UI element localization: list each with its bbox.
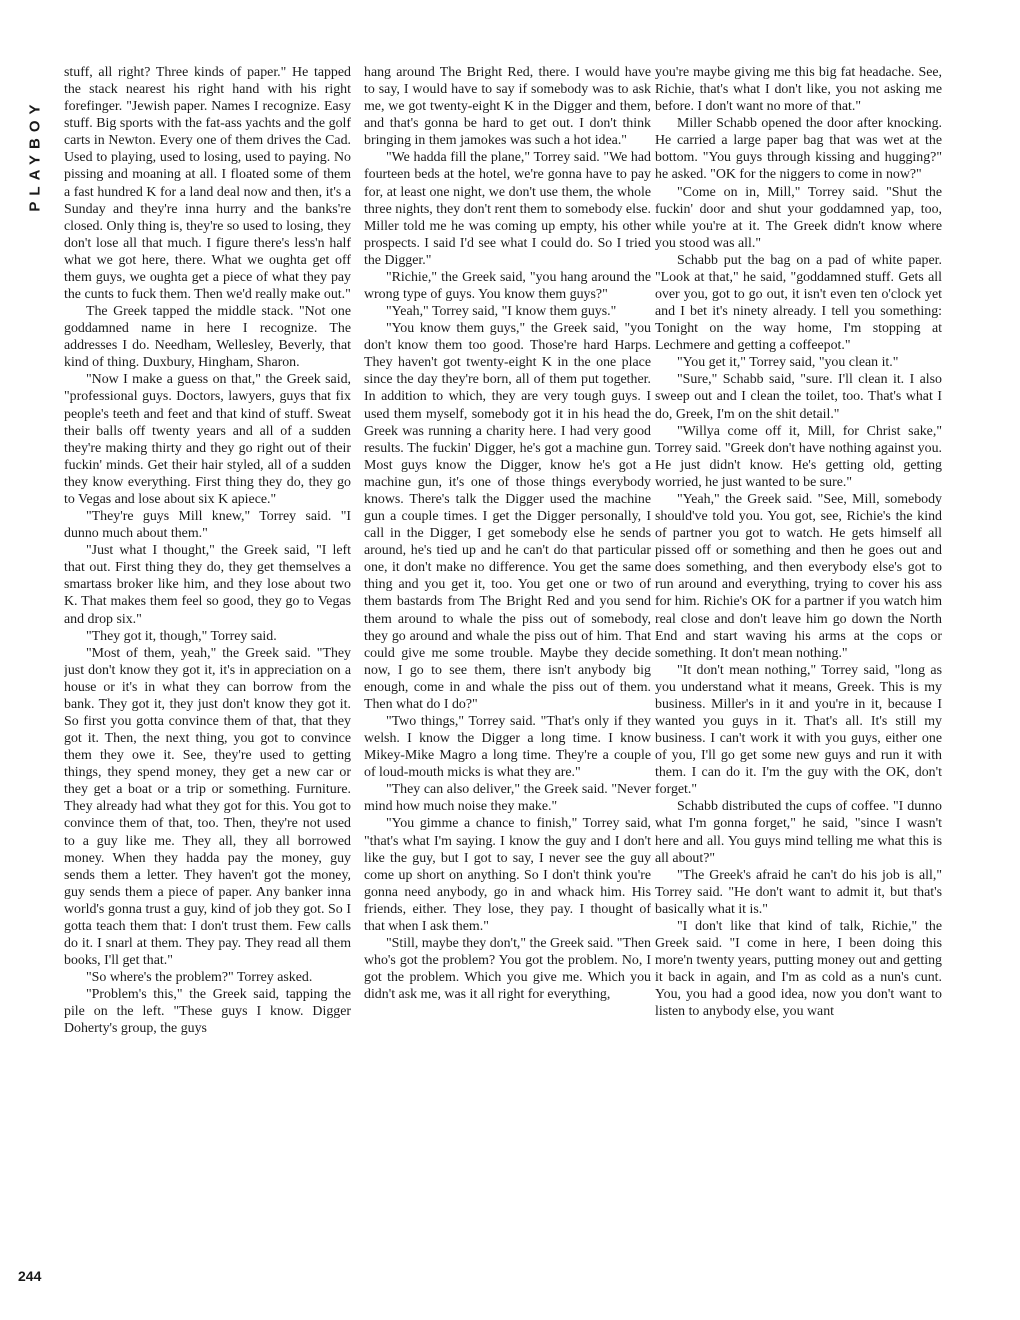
paragraph: "Yeah," the Greek said. "See, Mill, somebody should've told you. You got, see, Richie's the kind of partner you got to watch. He gets himself all pissed off or something and then he goes out and does something, and then everybody else's got to run around and everything, trying to cover his ass for him. Richie's OK for a partner if you watch him real close and don't leave him go down the North End and start waving his arms at the cops or something. It don't mean nothing." [655, 491, 942, 661]
paragraph: hang around The Bright Red, there. I would have to say, I would have to say if somebody was to ask me, we got twenty-eight K in the Digger and them, and that's gonna be hard to get out. I don't think bringing in them jamokes was such a hot idea." [364, 65, 651, 149]
paragraph: "Two things," Torrey said. "That's only if they welsh. I know the Digger a long time. I know Mikey-Mike Magro a long time. They're a couple of loud-mouth micks is what they are." [364, 713, 651, 781]
magazine-running-head [20, 70, 50, 240]
paragraph: "They got it, though," Torrey said. [86, 628, 277, 644]
paragraph: "You get it," Torrey said, "you clean it." [677, 355, 899, 371]
paragraph: "They can also deliver," the Greek said. "Never mind how much noise they make." [364, 782, 651, 815]
text-column-2 [364, 64, 651, 1300]
paragraph: stuff, all right? Three kinds of paper." He tapped the stack nearest his right hand with his right forefinger. "Jewish paper. Names I recognize. Easy stuff. Big sports with the fat-ass yachts and the golf carts in Newton. Every one of them drives the Cad. Used to playing, used to losing, used to paying. No pissing and moaning at all. I floated some of them a fast hundred K for a land deal now and then, it's a Sunday and they're inna hurry and the banks're closed. Only thing is, they're so used to losing, they don't lose all that much. I figure there's less'n half what we got here, there. What we oughta get off them guys, we oughta get a piece of what they pay the cunts to fuck them. Then we'd really make out." [64, 65, 351, 303]
paragraph: "Most of them, yeah," the Greek said. "They just don't know they got it, it's in appreciation on a house or it's in what they can borrow from the bank. They got it, they just don't know they got it. So first you gotta convince them of that, that they got it. Then, the next thing, you got to convince them they owe it. See, they're used to getting things, they spend money, they get a new car or they get a boat or a trip or something. Furniture. They already had what they got for this. You got to convince them of that, too. Then, they're not used to a guy like me. They all, they all borrowed money. When they hadda pay the money, guy sends them a letter. They haven't got the money, guy sends them a piece of paper. Any banker inna world's gonna trust a guy, kind of job they got. So I gotta teach them that: I don't trust them. Few calls do it. I snarl at them. They pay. They read all them books, I'll get that." [64, 645, 351, 969]
paragraph: "Richie," the Greek said, "you hang around the wrong type of guys. You know them guys?" [364, 269, 651, 303]
paragraph: "Willya come off it, Mill, for Christ sake," Torrey said. "Greek don't have nothing against you. He just didn't know. He's getting old, getting worried, he just wanted to be sure." [655, 423, 942, 490]
paragraph: Miller Schabb opened the door after knocking. He carried a large paper bag that was wet at the bottom. "You guys through kissing and hugging?" he asked. "OK for the niggers to come in now?" [655, 116, 942, 183]
paragraph: "You know them guys," the Greek said, "you don't know them too good. Those're hard Harps. They haven't got twenty-eight K in the one place since the day they're born, all of them put together. In addition to which, they are very tough guys. I used them myself, somebody got it in his head the Greek was running a charity here. I had very good results. The fuckin' Digger, he's got a machine gun. Most guys know the Digger, know he's got a machine gun, it's one of those things everybody knows. There's talk the Digger used the machine gun a couple times. I get the Digger personally, I call in the Digger, I get somebody else he sends around, he's tied up and he can't do that particular one, it don't make no difference. You get the same thing and you get it, too. You get one or two of them bastards from The Bright Red and you send them around to whale the piss out of somebody, they go around and whale the piss out of him. That could give me some trouble. Maybe they decide now, I go to see them, there isn't anybody big enough, come in and whale the piss out of them. Then what do I do?" [364, 321, 651, 712]
paragraph: "We hadda fill the plane," Torrey said. "We had fourteen beds at the hotel, we're gonna have to pay for, at least one night, we don't use them, the whole three nights, they don't rent them to somebody else. Miller told me he was coming up empty, his other prospects. I said I'd see what I could do. So I tried the Digger." [364, 150, 651, 268]
text-column-3 [655, 64, 942, 1300]
paragraph: "Now I make a guess on that," the Greek said, "professional guys. Doctors, lawyers, guys that fix people's teeth and feet and that kind of stuff. Sweat their balls off twenty years and all of a sudden they're making thirty and they go right out of their fuckin' minds. Get their hair styled, all of a sudden they know everything. First thing they do, they go to Vegas and lose about six K apiece." [64, 372, 351, 507]
paragraph: "The Greek's afraid he can't do his job is all," Torrey said. "He don't want to admit it, but that's basically what it is." [655, 867, 942, 917]
paragraph: "Still, maybe they don't," the Greek said. "Then who's got the problem? You got the problem. No, I got the problem. Which you give me. Which you didn't ask me, was it all right for everything, [364, 935, 651, 1003]
paragraph: Schabb put the bag on a pad of white paper. "Look at that," he said, "goddamned stuff. Gets all over you, got to go out, it isn't even ten o'clock yet and I bet it's ninety already. I tell you something: Tonight on the way home, I'm stopping at Lechmere and getting a coffeepot." [655, 252, 942, 354]
paragraph: "Sure," Schabb said, "sure. I'll clean it. I also sweep out and I clean the toilet, too. That's what I do, Greek, I'm on the shit detail." [655, 372, 942, 422]
magazine-name: PLAYBOY [26, 98, 44, 212]
paragraph: "Come on in, Mill," Torrey said. "Shut the fuckin' door and shut your goddamned yap, too, while you're at it. The Greek didn't know where you stood was all." [655, 184, 942, 251]
paragraph: The Greek tapped the middle stack. "Not one goddamned name in here I recognize. The addresses I do. Needham, Wellesley, Beverly, that kind of thing. Duxbury, Hingham, Sharon. [64, 304, 351, 371]
paragraph: "You gimme a chance to finish," Torrey said, "that's what I'm saying. I know the guy and I don't like the guy, but I got to say, I never see the guy come up short on anything. So I don't think you're gonna need anybody, go in and whack him. His friends, either. They lose, they pay. I thought of that when I ask them." [364, 816, 651, 934]
text-column-1 [64, 64, 351, 1300]
paragraph: "Problem's this," the Greek said, tapping the pile on the left. "These guys I know. Digger Doherty's group, the guys [64, 987, 351, 1037]
paragraph: you're maybe giving me this big fat headache. See, Richie, that's what I don't like, you not asking me before. I don't want no more of that." [655, 65, 942, 115]
page-number: 244 [18, 1268, 42, 1284]
paragraph: Schabb distributed the cups of coffee. "I dunno what I'm gonna forget," he said, "since I wasn't here and all. You guys mind telling me what this is all about?" [655, 799, 942, 866]
paragraph: "They're guys Mill knew," Torrey said. "I dunno much about them." [64, 509, 351, 542]
paragraph: "So where's the problem?" Torrey asked. [86, 970, 313, 986]
paragraph: "I don't like that kind of talk, Richie," the Greek said. "I come in here, I been doing this more'n twenty years, putting money out and getting it back in again, and I'm as cold as a nun's cunt. You, you had a good idea, now you don't want to listen to anybody else, you want [655, 918, 942, 1020]
paragraph: "It don't mean nothing," Torrey said, "long as you understand what it means, Greek. This is my business. Miller's in it and you're in it, because I wanted you guys in it. That's all. It's still my business. I can't work it with you guys, either one of you, I'll go get some new guys and run it with them. I can do it. I'm the guy with the OK, don't forget." [655, 662, 942, 798]
paragraph: "Yeah," Torrey said, "I know them guys." [386, 304, 617, 320]
paragraph: "Just what I thought," the Greek said, "I left that out. First thing they do, they get themselves a smartass broker like him, and they lose about two K. That makes them feel so good, they go to Vegas and drop six." [64, 543, 351, 627]
